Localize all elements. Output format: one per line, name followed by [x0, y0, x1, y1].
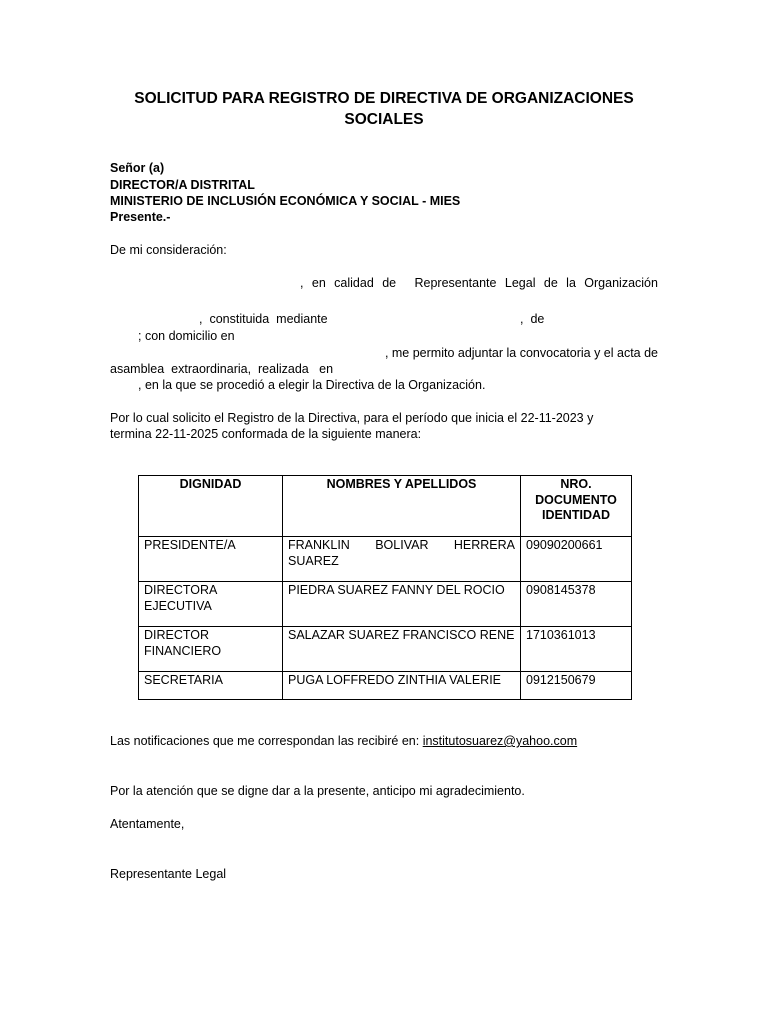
cell-documento: 09090200661: [521, 537, 632, 582]
cell-dignidad: SECRETARIA: [139, 672, 283, 700]
salutation: De mi consideración:: [110, 243, 227, 257]
title-line-1: SOLICITUD PARA REGISTRO DE DIRECTIVA DE ORGANIZACIONES: [134, 90, 634, 107]
cell-nombres: FRANKLIN BOLIVAR HERRERA SUAREZ: [283, 537, 521, 582]
notifications-line: [110, 733, 577, 750]
table-row: [139, 582, 632, 627]
signature-line: Representante Legal: [110, 867, 227, 881]
body-line-2b: , de: [520, 312, 545, 326]
body-line-2a: , constituida mediante: [199, 312, 328, 326]
cell-documento: 0908145378: [521, 582, 632, 627]
header-nombres: NOMBRES Y APELLIDOS: [283, 476, 521, 537]
body-line-4: , me permito adjuntar la convocatoria y el acta de: [384, 346, 658, 360]
table-row: [139, 672, 632, 700]
notifications-text: Las notificaciones que me correspondan las recibiré en:: [110, 734, 423, 748]
table-row: [139, 627, 632, 672]
body-line-6: , en la que se procedió a elegir la Directiva de la Organización.: [138, 378, 486, 392]
table-row: [139, 537, 632, 582]
cell-nombres: PUGA LOFFREDO ZINTHIA VALERIE: [283, 672, 521, 700]
directiva-table: [138, 475, 632, 700]
body-line-7: Por lo cual solicito el Registro de la Directiva, para el período que inicia el 22-11-2023 y: [110, 411, 594, 425]
title-line-2: SOCIALES: [344, 111, 424, 128]
addressee-line-2: DIRECTOR/A DISTRITAL: [110, 178, 255, 192]
addressee-line-4: Presente.-: [110, 210, 171, 224]
header-documento: NRO. DOCUMENTO IDENTIDAD: [521, 476, 632, 537]
email-link[interactable]: institutosuarez@yahoo.com: [422, 734, 578, 748]
regards-line: Atentamente,: [110, 817, 185, 831]
cell-dignidad: PRESIDENTE/A: [139, 537, 283, 582]
header-dignidad: DIGNIDAD: [139, 476, 283, 537]
closing-line: Por la atención que se digne dar a la presente, anticipo mi agradecimiento.: [110, 784, 525, 798]
cell-dignidad: DIRECTOR FINANCIERO: [139, 627, 283, 672]
addressee-line-3: MINISTERIO DE INCLUSIÓN ECONÓMICA Y SOCIAL - MIES: [110, 194, 461, 208]
body-line-3: ; con domicilio en: [138, 329, 235, 343]
cell-documento: 0912150679: [521, 672, 632, 700]
cell-documento: 1710361013: [521, 627, 632, 672]
document-title: [110, 88, 658, 130]
addressee-line-1: Señor (a): [110, 161, 165, 175]
body-line-8: termina 22-11-2025 conformada de la siguiente manera:: [110, 427, 422, 441]
table-header-row: [139, 476, 632, 537]
cell-nombres: PIEDRA SUAREZ FANNY DEL ROCIO: [283, 582, 521, 627]
cell-dignidad: DIRECTORA EJECUTIVA: [139, 582, 283, 627]
body-line-1: , en calidad de Representante Legal de la Organización: [300, 276, 658, 290]
cell-nombres: SALAZAR SUAREZ FRANCISCO RENE: [283, 627, 521, 672]
body-line-5: asamblea extraordinaria, realizada en: [110, 362, 334, 376]
